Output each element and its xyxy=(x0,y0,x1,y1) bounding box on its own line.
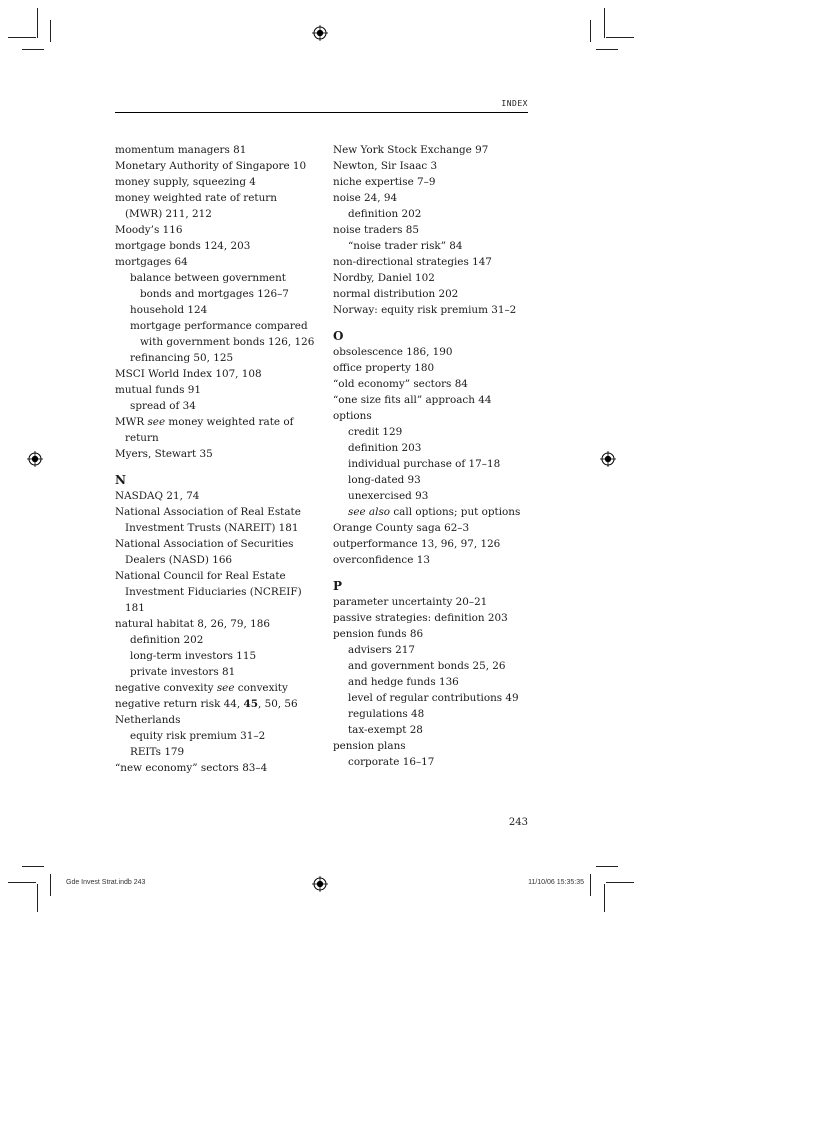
crop-mark xyxy=(606,882,634,883)
page-number: 243 xyxy=(508,817,528,828)
crop-mark xyxy=(8,882,36,883)
registration-mark-icon xyxy=(27,451,43,467)
index-entry-continuation: Investment Fiduciaries (NCREIF) xyxy=(125,586,302,598)
index-entry: Moody’s 116 xyxy=(115,224,183,236)
index-entry: “old economy” sectors 84 xyxy=(333,378,468,390)
index-entry: National Association of Real Estate xyxy=(115,506,301,518)
index-subentry xyxy=(333,504,548,520)
index-subentry: regulations 48 xyxy=(348,708,425,720)
crop-mark xyxy=(590,20,591,42)
index-subentry: balance between government xyxy=(130,272,286,284)
index-entry: “one size fits all” approach 44 xyxy=(333,394,492,406)
index-entry: “new economy” sectors 83–4 xyxy=(115,762,268,774)
index-subentry: and government bonds 25, 26 xyxy=(348,660,506,672)
crop-mark xyxy=(590,874,591,896)
index-entry: noise 24, 94 xyxy=(333,192,398,204)
see-reference: see xyxy=(216,682,235,694)
index-subentry: refinancing 50, 125 xyxy=(130,352,234,364)
index-entry: MSCI World Index 107, 108 xyxy=(115,368,262,380)
index-subentry: unexercised 93 xyxy=(348,490,429,502)
index-subentry: long-term investors 115 xyxy=(130,650,257,662)
index-entry: passive strategies: definition 203 xyxy=(333,612,508,624)
index-pages: , 50, 56 xyxy=(257,698,298,710)
section-letter-o: O xyxy=(333,329,344,343)
index-entry: overconfidence 13 xyxy=(333,554,430,566)
crop-mark xyxy=(50,874,51,896)
index-entry: normal distribution 202 xyxy=(333,288,459,300)
index-subentry: individual purchase of 17–18 xyxy=(348,458,501,470)
index-subentry: credit 129 xyxy=(348,426,403,438)
index-entry-continuation: Dealers (NASD) 166 xyxy=(125,554,233,566)
index-entry: National Association of Securities xyxy=(115,538,294,550)
index-entry: non-directional strategies 147 xyxy=(333,256,492,268)
crop-mark xyxy=(8,37,36,38)
index-subentry: mortgage performance compared xyxy=(130,320,308,332)
index-subentry: definition 203 xyxy=(348,442,422,454)
index-subentry: corporate 16–17 xyxy=(348,756,435,768)
crop-mark xyxy=(37,8,38,38)
crop-mark xyxy=(37,884,38,912)
index-subentry-continuation: bonds and mortgages 126–7 xyxy=(140,288,289,300)
index-term: MWR xyxy=(115,416,145,428)
index-column-right xyxy=(333,142,548,770)
index-entry: niche expertise 7–9 xyxy=(333,176,436,188)
index-entry xyxy=(115,414,330,430)
index-entry-continuation: 181 xyxy=(125,602,145,614)
crop-mark xyxy=(50,20,51,42)
index-entry-continuation: return xyxy=(125,432,159,444)
registration-mark-icon xyxy=(312,25,328,41)
index-subentry: and hedge funds 136 xyxy=(348,676,459,688)
crop-mark xyxy=(604,8,605,38)
index-subentry: “noise trader risk” 84 xyxy=(348,240,463,252)
section-letter-p: P xyxy=(333,579,343,593)
index-entry: natural habitat 8, 26, 79, 186 xyxy=(115,618,270,630)
index-entry: mortgages 64 xyxy=(115,256,188,268)
crop-mark xyxy=(22,866,44,867)
index-entry: National Council for Real Estate xyxy=(115,570,286,582)
print-slug-file: Gde Invest Strat.indb 243 xyxy=(66,879,146,886)
index-subentry: advisers 217 xyxy=(348,644,415,656)
index-target: convexity xyxy=(237,682,288,694)
index-entry: obsolescence 186, 190 xyxy=(333,346,453,358)
index-term: negative return risk 44, xyxy=(115,698,241,710)
index-subentry: spread of 34 xyxy=(130,400,196,412)
index-entry: mortgage bonds 124, 203 xyxy=(115,240,251,252)
registration-mark-icon xyxy=(312,876,328,892)
registration-mark-icon xyxy=(600,451,616,467)
see-also-reference: see also xyxy=(348,506,391,518)
index-subentry-continuation: with government bonds 126, 126 xyxy=(140,336,315,348)
index-entry: outperformance 13, 96, 97, 126 xyxy=(333,538,501,550)
index-entry: mutual funds 91 xyxy=(115,384,201,396)
index-target: money weighted rate of xyxy=(168,416,294,428)
index-subentry: long-dated 93 xyxy=(348,474,421,486)
index-subentry: level of regular contributions 49 xyxy=(348,692,519,704)
index-entry: NASDAQ 21, 74 xyxy=(115,490,200,502)
index-entry: Monetary Authority of Singapore 10 xyxy=(115,160,307,172)
see-reference: see xyxy=(147,416,166,428)
index-entry: Netherlands xyxy=(115,714,181,726)
header-rule xyxy=(115,112,528,113)
index-entry: Myers, Stewart 35 xyxy=(115,448,213,460)
index-entry-continuation: Investment Trusts (NAREIT) 181 xyxy=(125,522,299,534)
index-entry xyxy=(115,696,330,712)
index-entry xyxy=(115,680,330,696)
index-entry: Nordby, Daniel 102 xyxy=(333,272,435,284)
index-entry: noise traders 85 xyxy=(333,224,420,236)
index-subentry: private investors 81 xyxy=(130,666,236,678)
running-head: INDEX xyxy=(501,99,528,108)
index-entry: parameter uncertainty 20–21 xyxy=(333,596,488,608)
index-subentry: REITs 179 xyxy=(130,746,185,758)
index-entry: Newton, Sir Isaac 3 xyxy=(333,160,438,172)
index-target: call options; put options xyxy=(393,506,521,518)
index-entry: pension plans xyxy=(333,740,406,752)
crop-mark xyxy=(606,37,634,38)
index-entry: New York Stock Exchange 97 xyxy=(333,144,489,156)
index-entry: office property 180 xyxy=(333,362,435,374)
section-letter-n: N xyxy=(115,473,126,487)
index-entry: momentum managers 81 xyxy=(115,144,247,156)
index-subentry: definition 202 xyxy=(348,208,422,220)
index-subentry: equity risk premium 31–2 xyxy=(130,730,266,742)
index-entry-continuation: (MWR) 211, 212 xyxy=(125,208,212,220)
index-subentry: tax-exempt 28 xyxy=(348,724,423,736)
index-entry: Norway: equity risk premium 31–2 xyxy=(333,304,517,316)
crop-mark xyxy=(596,866,618,867)
crop-mark xyxy=(604,884,605,912)
index-entry: money weighted rate of return xyxy=(115,192,277,204)
index-entry: money supply, squeezing 4 xyxy=(115,176,256,188)
index-entry: options xyxy=(333,410,372,422)
index-entry: pension funds 86 xyxy=(333,628,424,640)
index-subentry: household 124 xyxy=(130,304,208,316)
crop-mark xyxy=(596,49,618,50)
index-entry: Orange County saga 62–3 xyxy=(333,522,470,534)
crop-mark xyxy=(22,49,44,50)
print-slug-timestamp: 11/10/06 15:35:35 xyxy=(528,879,584,886)
index-subentry: definition 202 xyxy=(130,634,204,646)
index-column-left xyxy=(115,142,330,776)
bold-page-ref: 45 xyxy=(243,698,258,710)
index-term: negative convexity xyxy=(115,682,214,694)
